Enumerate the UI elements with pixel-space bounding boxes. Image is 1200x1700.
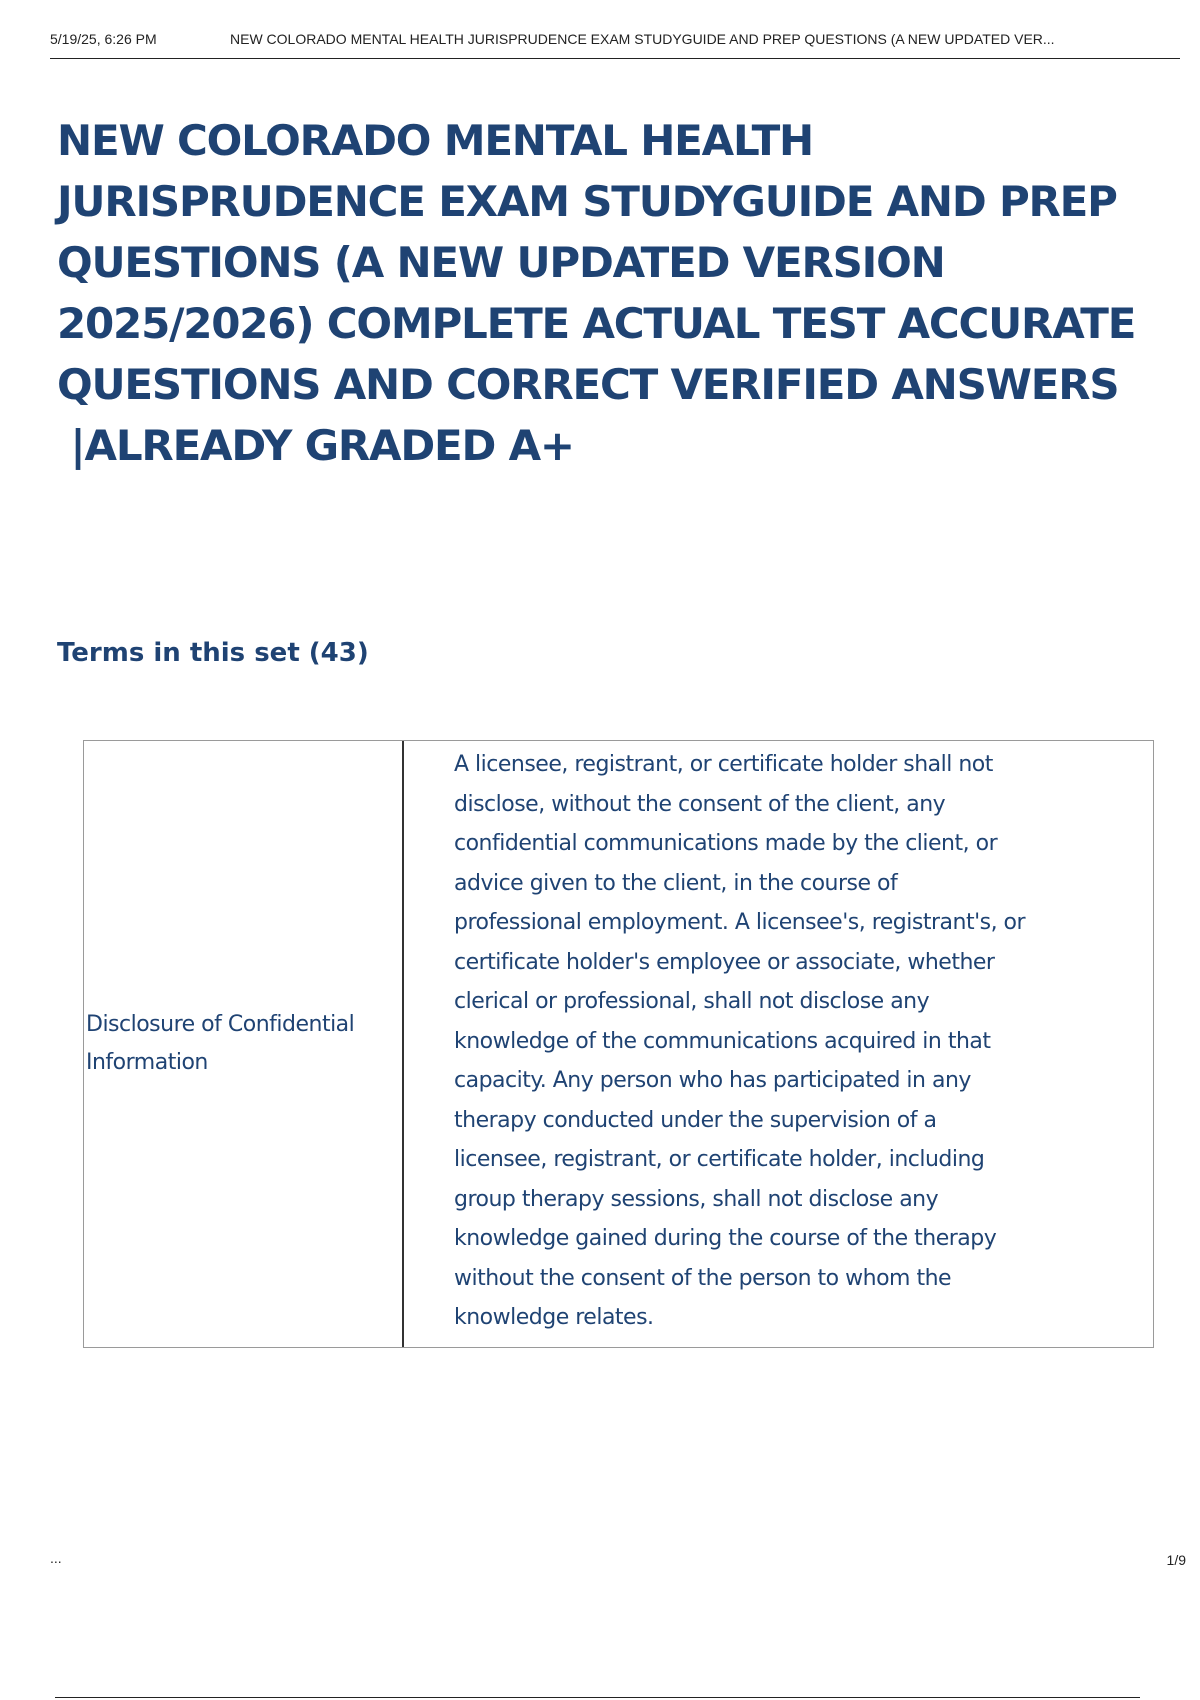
- term-cell: [84, 741, 404, 1347]
- definition-line: A licensee, registrant, or certificate holder shall not: [454, 752, 993, 777]
- document-title: [57, 110, 1177, 476]
- title-line: 2025/2026) COMPLETE ACTUAL TEST ACCURATE: [57, 299, 1136, 348]
- page-header: [50, 28, 1180, 59]
- definition-line: knowledge of the communications acquired in that: [454, 1028, 991, 1054]
- title-line: |ALREADY GRADED A+: [57, 421, 574, 470]
- footer-url-truncated: ...: [50, 1550, 62, 1566]
- definition-line: licensee, registrant, or certificate holder, including: [454, 1147, 985, 1172]
- definition-line: confidential communications made by the client, or: [454, 831, 998, 856]
- page-number: 1/9: [1166, 1552, 1186, 1568]
- title-line: JURISPRUDENCE EXAM STUDYGUIDE AND PREP: [57, 177, 1117, 226]
- term-line: Information: [86, 1050, 208, 1075]
- terms-count-heading: Terms in this set (43): [57, 638, 369, 668]
- terms-table: [83, 740, 1154, 1348]
- header-doc-title: NEW COLORADO MENTAL HEALTH JURISPRUDENCE EXAM STUDYGUIDE AND PREP QUESTIONS (A NEW UPDATED VER...: [230, 31, 1055, 47]
- definition-line: advice given to the client, in the course of: [454, 870, 898, 896]
- definition-text: [454, 745, 1074, 1338]
- definition-line: therapy conducted under the supervision of a: [454, 1107, 937, 1133]
- title-line: QUESTIONS AND CORRECT VERIFIED ANSWERS: [57, 360, 1119, 409]
- term-line: Disclosure of Confidential: [86, 1012, 355, 1037]
- definition-line: knowledge gained during the course of the therapy: [454, 1226, 997, 1251]
- definition-cell: [454, 741, 1074, 1338]
- definition-line: clerical or professional, shall not disclose any: [454, 989, 930, 1014]
- definition-line: without the consent of the person to whom the: [454, 1265, 952, 1291]
- title-line: QUESTIONS (A NEW UPDATED VERSION: [57, 238, 945, 287]
- definition-line: capacity. Any person who has participated in any: [454, 1068, 971, 1093]
- title-line: NEW COLORADO MENTAL HEALTH: [57, 116, 813, 165]
- term-text: [84, 1006, 386, 1082]
- definition-line: knowledge relates.: [454, 1305, 654, 1330]
- definition-line: disclose, without the consent of the client, any: [454, 791, 946, 817]
- definition-line: certificate holder's employee or associate, whether: [454, 949, 995, 975]
- definition-line: professional employment. A licensee's, registrant's, or: [454, 910, 1026, 935]
- page-bottom-divider: [55, 1697, 1140, 1698]
- print-datetime: 5/19/25, 6:26 PM: [50, 31, 157, 47]
- definition-line: group therapy sessions, shall not disclose any: [454, 1186, 939, 1212]
